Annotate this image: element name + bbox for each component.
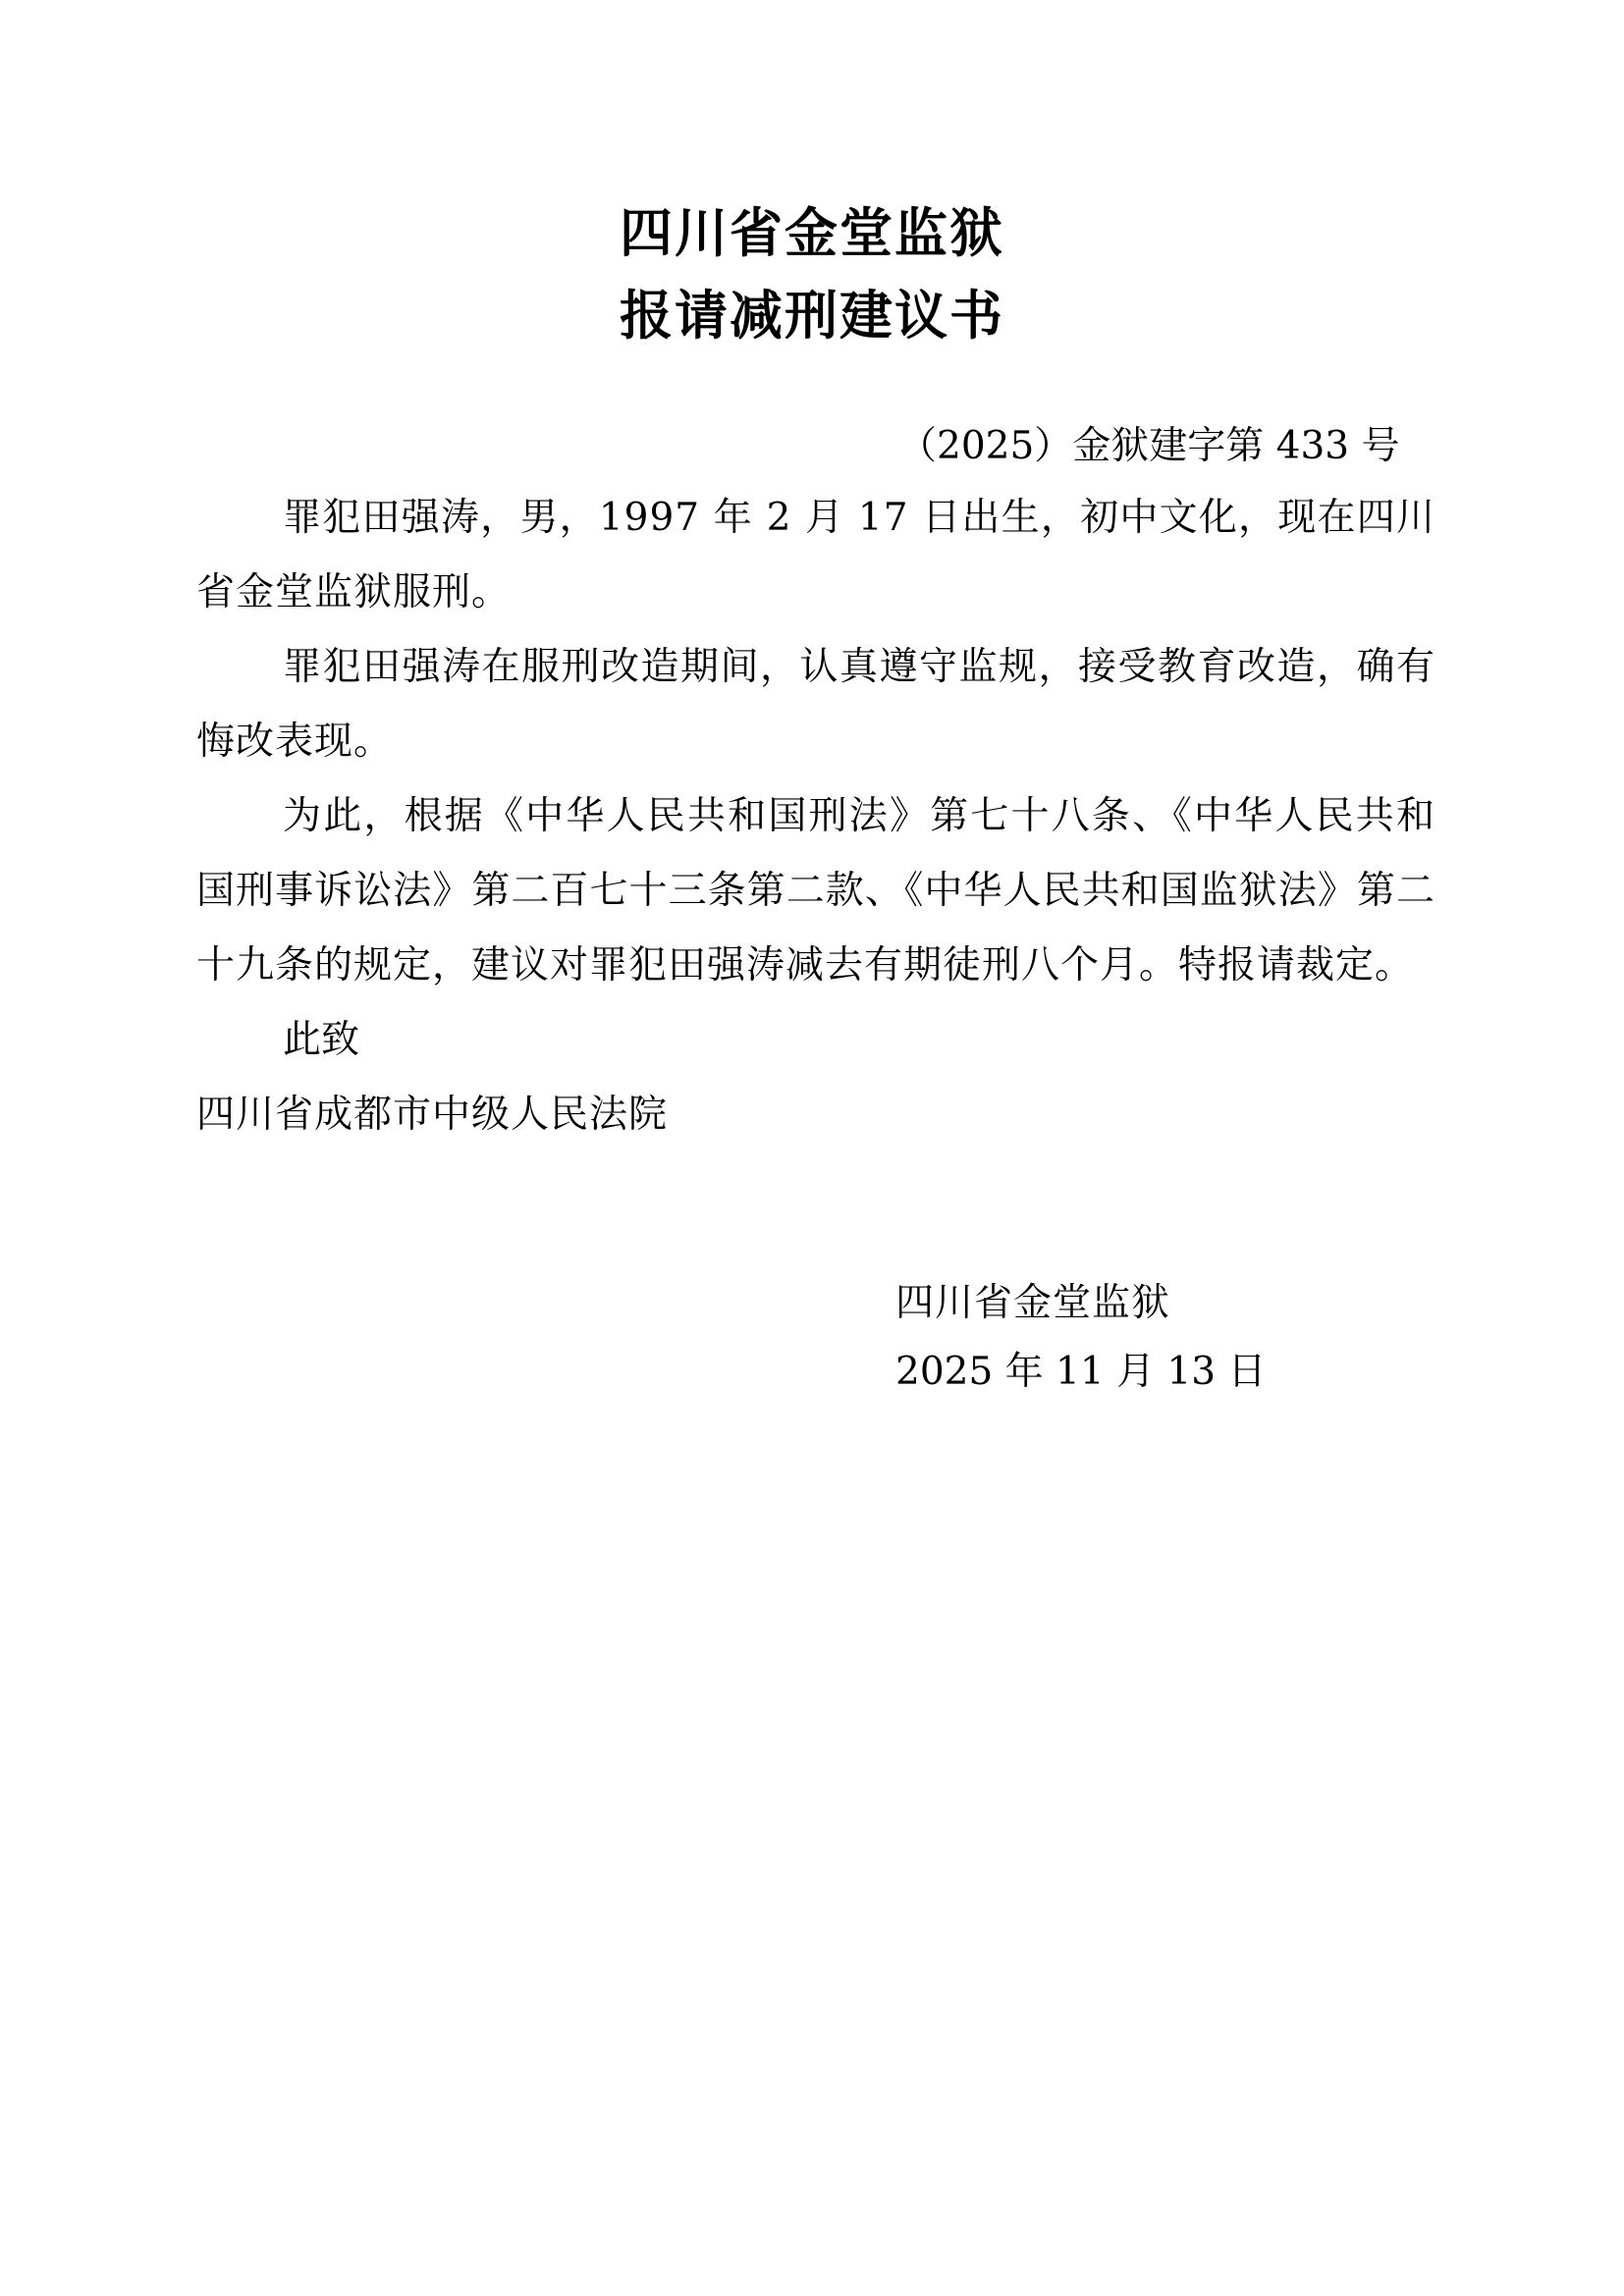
signature-date: 2025 年 11 月 13 日 (895, 1350, 1267, 1394)
salutation: 此致 (283, 1018, 360, 1062)
paragraph-prisoner-info: 罪犯田强涛，男，1997 年 2 月 17 日出生，初中文化，现在四川省金堂监狱服刑。 (196, 496, 1435, 614)
document-title-line2: 报请减刑建议书 (620, 285, 1004, 347)
recipient-court: 四川省成都市中级人民法院 (196, 1093, 669, 1137)
paragraph-conduct: 罪犯田强涛在服刑改造期间，认真遵守监规，接受教育改造，确有悔改表现。 (196, 645, 1435, 764)
signer-institution: 四川省金堂监狱 (895, 1281, 1171, 1325)
document-title-line1: 四川省金堂监狱 (620, 202, 1004, 264)
paragraph-legal-basis: 为此，根据《中华人民共和国刑法》第七十八条、《中华人民共和国刑事诉讼法》第二百七十三条第二款、《中华人民共和国监狱法》第二十九条的规定，建议对罪犯田强涛减去有期徒刑八个月。特报请裁定。 (196, 794, 1435, 988)
document-number: （2025）金狱建字第 433 号 (898, 424, 1400, 468)
